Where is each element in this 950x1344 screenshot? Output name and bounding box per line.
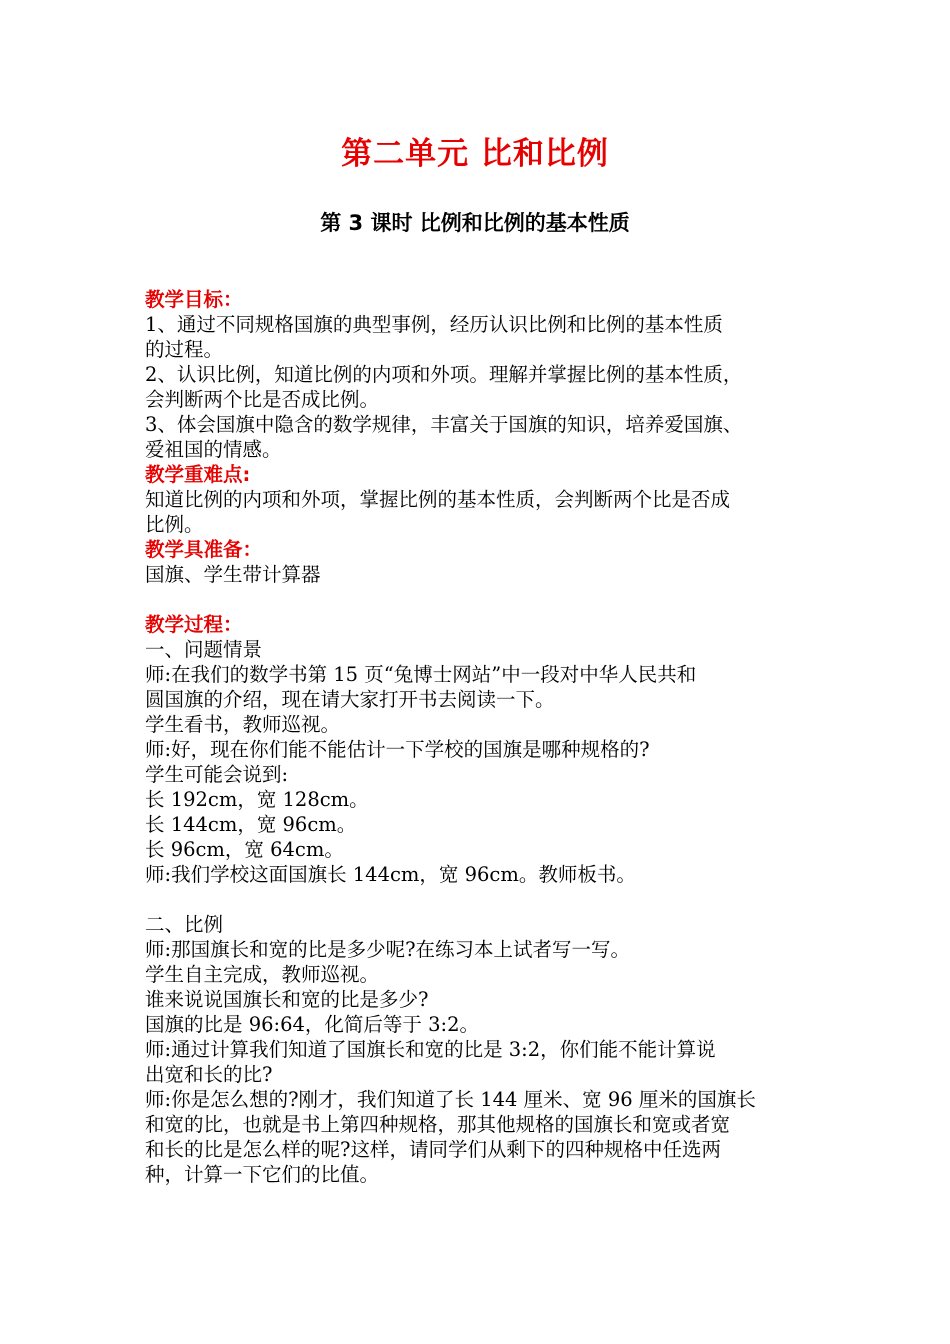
text-line: 学生可能会说到: bbox=[145, 763, 289, 786]
text-line: 出宽和长的比? bbox=[145, 1063, 273, 1086]
text-line: 学生看书，教师巡视。 bbox=[145, 713, 341, 736]
text-line: 知道比例的内项和外项，掌握比例的基本性质，会判断两个比是否成 bbox=[145, 488, 731, 511]
text-line: 的过程。 bbox=[145, 338, 224, 361]
text-line: 圆国旗的介绍，现在请大家打开书去阅读一下。 bbox=[145, 688, 555, 711]
process-part1 bbox=[145, 637, 810, 887]
preparation-text bbox=[145, 562, 810, 587]
text-line: 师:通过计算我们知道了国旗长和宽的比是 3:2，你们能不能计算说 bbox=[145, 1038, 716, 1061]
process-heading: 教学过程： bbox=[145, 613, 243, 636]
text-line: 一、问题情景 bbox=[145, 638, 263, 661]
process-part2 bbox=[145, 912, 810, 1187]
objectives-heading: 教学目标： bbox=[145, 288, 243, 311]
text-line: 师:那国旗长和宽的比是多少呢?在练习本上试者写一写。 bbox=[145, 938, 631, 961]
key-points-heading: 教学重难点: bbox=[145, 463, 251, 486]
preparation-heading: 教学具准备： bbox=[145, 538, 263, 561]
text-line: 学生自主完成，教师巡视。 bbox=[145, 963, 380, 986]
key-points-text bbox=[145, 487, 810, 537]
objectives-text bbox=[145, 312, 810, 462]
text-line: 和宽的比，也就是书上第四种规格，那其他规格的国旗长和宽或者宽 bbox=[145, 1113, 731, 1136]
text-line: 种，计算一下它们的比值。 bbox=[145, 1163, 380, 1186]
text-line: 3、体会国旗中隐含的数学规律，丰富关于国旗的知识，培养爱国旗、 bbox=[145, 413, 743, 436]
text-line: 长 144cm，宽 96cm。 bbox=[145, 813, 357, 836]
text-line: 谁来说说国旗长和宽的比是多少? bbox=[145, 988, 429, 1011]
blank-line bbox=[145, 887, 810, 912]
text-line: 师:我们学校这面国旗长 144cm，宽 96cm。教师板书。 bbox=[145, 863, 636, 886]
blank-line bbox=[145, 587, 810, 612]
text-line: 1、通过不同规格国旗的典型事例，经历认识比例和比例的基本性质 bbox=[145, 313, 723, 336]
unit-title: 第二单元 比和比例 bbox=[341, 136, 609, 172]
text-line: 和长的比是怎么样的呢?这样，请同学们从剩下的四种规格中任选两 bbox=[145, 1138, 721, 1161]
text-line: 二、比例 bbox=[145, 913, 224, 936]
text-line: 长 192cm，宽 128cm。 bbox=[145, 788, 369, 811]
document-body bbox=[145, 287, 810, 1187]
text-line: 2、认识比例，知道比例的内项和外项。理解并掌握比例的基本性质， bbox=[145, 363, 743, 386]
lesson-subtitle: 第 3 课时 比例和比例的基本性质 bbox=[320, 211, 630, 235]
text-line: 比例。 bbox=[145, 513, 204, 536]
text-line: 师:在我们的数学书第 15 页“兔博士网站”中一段对中华人民共和 bbox=[145, 663, 697, 686]
text-line: 长 96cm，宽 64cm。 bbox=[145, 838, 344, 861]
text-line: 师:好，现在你们能不能估计一下学校的国旗是哪种规格的? bbox=[145, 738, 650, 761]
text-line: 国旗、学生带计算器 bbox=[145, 563, 321, 586]
text-line: 爱祖国的情感。 bbox=[145, 438, 282, 461]
text-line: 师:你是怎么想的?刚才，我们知道了长 144 厘米、宽 96 厘米的国旗长 bbox=[145, 1088, 756, 1111]
text-line: 会判断两个比是否成比例。 bbox=[145, 388, 380, 411]
text-line: 国旗的比是 96:64，化简后等于 3:2。 bbox=[145, 1013, 479, 1036]
